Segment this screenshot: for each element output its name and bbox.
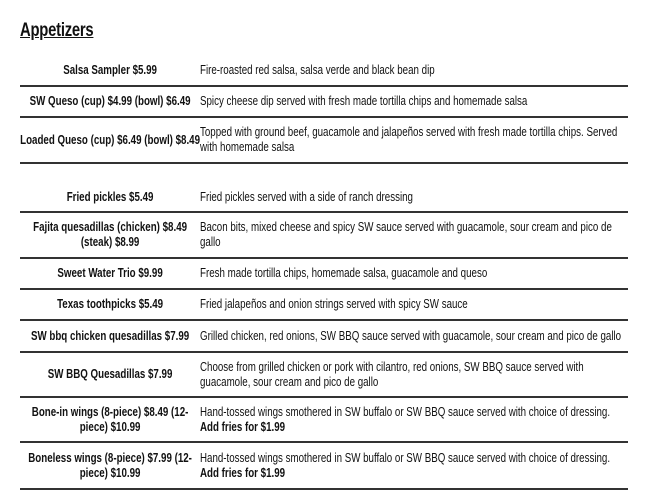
item-description: Hand-tossed wings smothered in SW buffalo or SW BBQ sauce served with choice of dressing. bbox=[200, 450, 611, 465]
item-name: Boneless wings (8-piece) $7.99 (12-piece) $10.99 bbox=[28, 450, 192, 480]
item-description: Topped with ground beef, guacamole and jalapeños served with fresh made tortilla chips. Served with homemade salsa bbox=[200, 125, 618, 154]
item-description: Fried jalapeños and onion strings served with spicy SW sauce bbox=[200, 297, 468, 311]
menu-table bbox=[20, 56, 628, 490]
item-description: Fresh made tortilla chips, homemade salsa, guacamole and queso bbox=[200, 266, 488, 280]
menu-row bbox=[20, 213, 628, 259]
menu-row bbox=[20, 398, 628, 443]
item-name: Loaded Queso (cup) $6.49 (bowl) $8.49 bbox=[20, 132, 201, 147]
menu-row bbox=[20, 118, 628, 164]
item-description: Grilled chicken, red onions, SW BBQ sauce served with guacamole, sour cream and pico de gallo bbox=[200, 328, 622, 343]
item-description: Bacon bits, mixed cheese and spicy SW sauce served with guacamole, sour cream and pico de gallo bbox=[200, 220, 612, 249]
item-name: SW Queso (cup) $4.99 (bowl) $6.49 bbox=[29, 94, 191, 108]
item-description: Choose from grilled chicken or pork with cilantro, red onions, SW BBQ sauce served with guacamole, sour cream and pico de gallo bbox=[200, 359, 584, 389]
item-name: Sweet Water Trio $9.99 bbox=[57, 266, 163, 280]
item-name: SW bbq chicken quesadillas $7.99 bbox=[30, 328, 190, 343]
item-addon: Add fries for $1.99 bbox=[200, 465, 286, 480]
item-name: Texas toothpicks $5.49 bbox=[57, 297, 164, 311]
menu-row bbox=[20, 321, 628, 353]
menu-row bbox=[20, 443, 628, 490]
menu-row bbox=[20, 87, 628, 118]
item-name: SW BBQ Quesadillas $7.99 bbox=[47, 367, 173, 381]
section-title: Appetizers bbox=[20, 20, 94, 41]
item-name: Bone-in wings (8-piece) $8.49 (12-piece) $10.99 bbox=[31, 404, 189, 434]
menu-row bbox=[20, 183, 628, 213]
item-description: Fire-roasted red salsa, salsa verde and black bean dip bbox=[200, 63, 435, 77]
item-name: Fried pickles $5.49 bbox=[66, 189, 154, 204]
item-addon: Add fries for $1.99 bbox=[200, 419, 286, 434]
menu-row bbox=[20, 290, 628, 321]
menu-row bbox=[20, 56, 628, 87]
item-description: Spicy cheese dip served with fresh made tortilla chips and homemade salsa bbox=[200, 94, 528, 108]
item-description: Fried pickles served with a side of ranch dressing bbox=[200, 189, 413, 204]
item-name: Salsa Sampler $5.99 bbox=[63, 63, 157, 77]
item-description: Hand-tossed wings smothered in SW buffalo or SW BBQ sauce served with choice of dressing. bbox=[200, 404, 611, 419]
menu-row bbox=[20, 353, 628, 398]
menu-row bbox=[20, 259, 628, 290]
item-name: Fajita quesadillas (chicken) $8.49 (steak) $8.99 bbox=[33, 220, 188, 249]
